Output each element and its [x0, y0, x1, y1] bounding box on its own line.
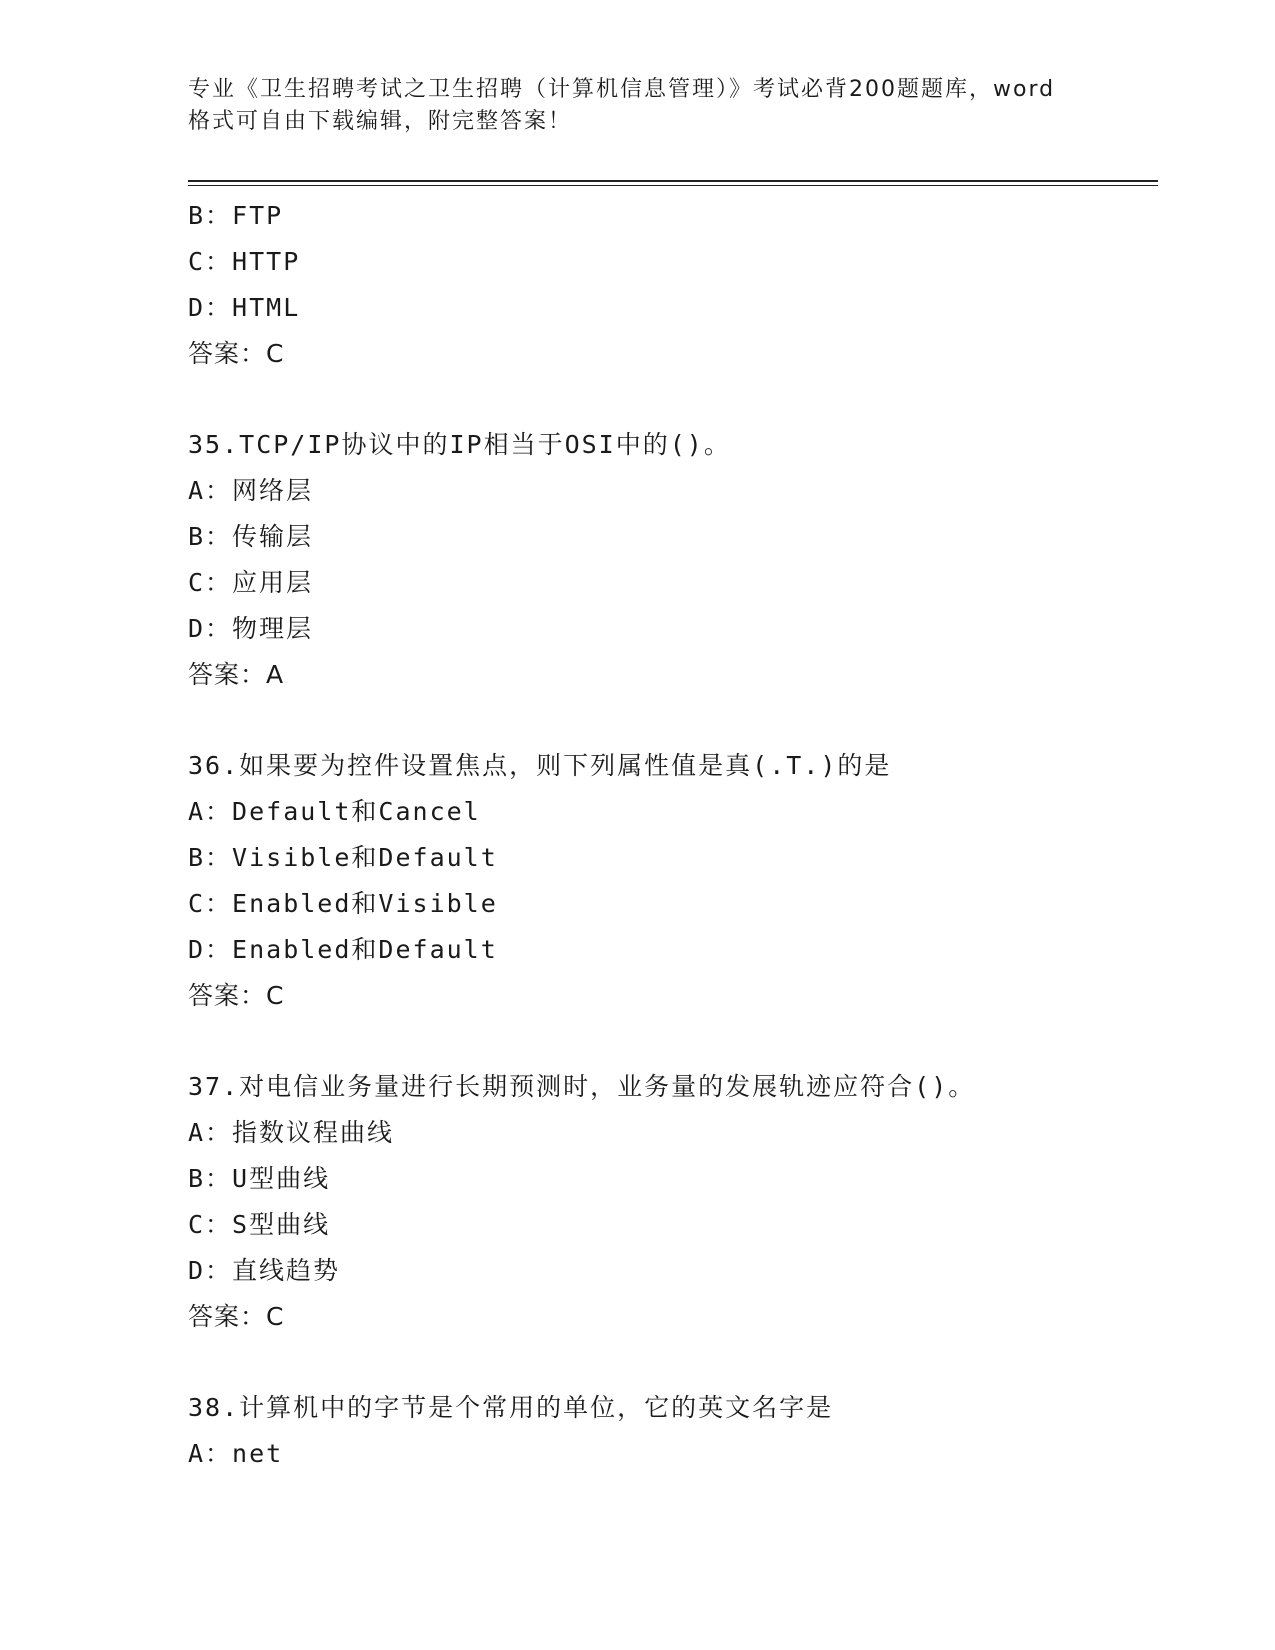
spacer: [188, 377, 1168, 422]
answer: 答案：C: [188, 1302, 285, 1331]
spacer: [188, 698, 1168, 743]
question-37: [188, 1064, 1168, 1340]
spacer: [188, 1340, 1168, 1385]
option-c: C：HTTP: [188, 247, 301, 276]
spacer: [188, 1019, 1168, 1064]
option-d: D：HTML: [188, 293, 301, 322]
option-b: B：U型曲线: [188, 1164, 331, 1193]
header-divider-thin: [188, 185, 1158, 186]
question-34: [188, 193, 1168, 377]
option-d: D：物理层: [188, 614, 314, 643]
header-line-1: 专业《卫生招聘考试之卫生招聘（计算机信息管理）》考试必背200题题库，word: [188, 77, 1056, 102]
question-text: 36.如果要为控件设置焦点，则下列属性值是真(.T.)的是: [188, 751, 892, 780]
option-a: A：net: [188, 1439, 284, 1468]
answer: 答案：A: [188, 660, 285, 689]
header-line-2: 格式可自由下载编辑，附完整答案！: [188, 109, 573, 134]
option-d: D：直线趋势: [188, 1256, 341, 1285]
question-38: [188, 1385, 1168, 1477]
option-a: A：网络层: [188, 476, 314, 505]
option-c: C：Enabled和Visible: [188, 889, 498, 918]
option-a: A：Default和Cancel: [188, 797, 481, 826]
option-a: A：指数议程曲线: [188, 1118, 395, 1147]
answer: 答案：C: [188, 981, 285, 1010]
option-b: B：FTP: [188, 201, 284, 230]
question-list: [188, 193, 1168, 1477]
question-text: 38.计算机中的字节是个常用的单位，它的英文名字是: [188, 1393, 834, 1422]
question-text: 37.对电信业务量进行长期预测时，业务量的发展轨迹应符合()。: [188, 1072, 976, 1101]
question-text: 35.TCP/IP协议中的IP相当于OSI中的()。: [188, 430, 731, 459]
option-d: D：Enabled和Default: [188, 935, 498, 964]
document-header: [188, 74, 1088, 138]
answer: 答案：C: [188, 339, 285, 368]
question-35: [188, 422, 1168, 698]
option-c: C：应用层: [188, 568, 314, 597]
option-b: B：Visible和Default: [188, 843, 498, 872]
question-36: [188, 743, 1168, 1019]
header-divider-thick: [188, 180, 1158, 182]
option-c: C：S型曲线: [188, 1210, 331, 1239]
option-b: B：传输层: [188, 522, 314, 551]
